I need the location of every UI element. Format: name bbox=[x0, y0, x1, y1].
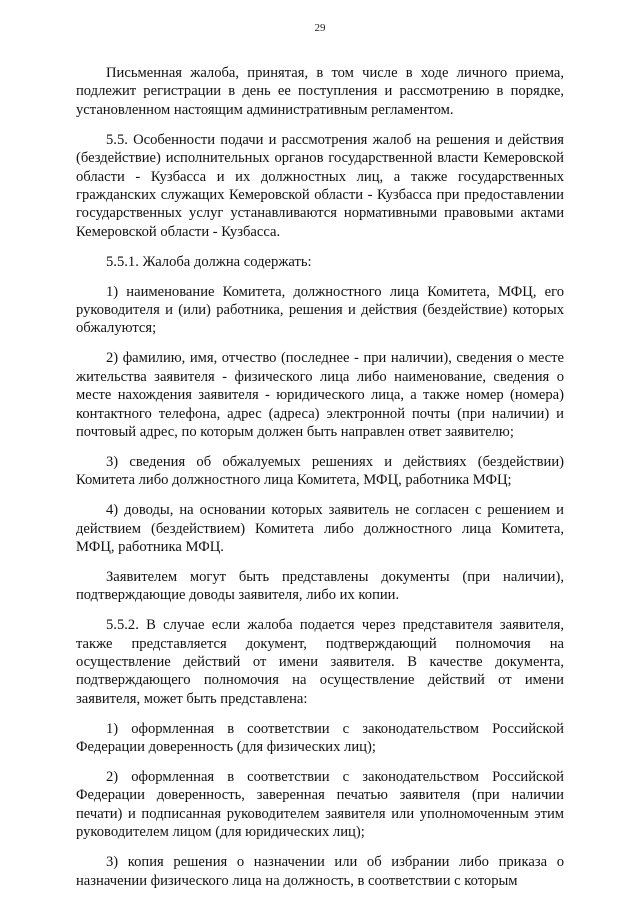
paragraph: 3) копия решения о назначении или об избрании либо приказа о назначении физического лица на должность, в соответствии с которым bbox=[76, 854, 564, 889]
paragraph: 3) сведения об обжалуемых решениях и действиях (бездействии) Комитета либо должностного лица Комитета, МФЦ, работника МФЦ; bbox=[76, 453, 564, 489]
page-number: 29 bbox=[314, 22, 326, 34]
paragraph: 1) оформленная в соответствии с законодательством Российской Федерации доверенность (для физических лиц); bbox=[76, 720, 564, 756]
paragraph: Заявителем могут быть представлены документы (при наличии), подтверждающие доводы заявителя, либо их копии. bbox=[76, 568, 564, 604]
paragraph: 4) доводы, на основании которых заявитель не согласен с решением и действием (бездействием) Комитета либо должностного лица Комитета, МФЦ, работника МФЦ. bbox=[76, 502, 564, 555]
document-body bbox=[76, 64, 564, 901]
paragraph: 2) фамилию, имя, отчество (последнее - при наличии), сведения о месте жительства заявителя - физического лица либо наименование, сведения о месте нахождения заявителя - юридического лица, а также номер (номера) контактного телефона, адрес (адреса) электронной почты (при наличии) и почтовый адрес, по которым должен быть направлен ответ заявителю; bbox=[76, 350, 564, 440]
paragraph: 2) оформленная в соответствии с законодательством Российской Федерации доверенность, заверенная печатью заявителя (при наличии печати) и подписанная руководителем заявителя или уполномоченным этим руководителем лицом (для юридических лиц); bbox=[76, 769, 564, 841]
paragraph: Письменная жалоба, принятая, в том числе в ходе личного приема, подлежит регистрации в день ее поступления и рассмотрению в порядке, установленном настоящим административным регламентом. bbox=[76, 65, 564, 118]
paragraph: 5.5.1. Жалоба должна содержать: bbox=[106, 253, 312, 270]
paragraph: 5.5. Особенности подачи и рассмотрения жалоб на решения и действия (бездействие) исполнительных органов государственной власти Кемеровской области - Кузбасса и их должностных лиц, а также государственных гражданских служащих Кемеровской области - Кузбасса при предоставлении государственных услуг устанавливаются нормативными правовыми актами Кемеровской области - Кузбасса. bbox=[76, 131, 564, 240]
paragraph: 1) наименование Комитета, должностного лица Комитета, МФЦ, его руководителя и (или) работника, решения и действия (бездействие) которых обжалуются; bbox=[76, 283, 564, 337]
paragraph: 5.5.2. В случае если жалоба подается через представителя заявителя, также представляется документ, подтверждающий полномочия на осуществление действий от имени заявителя. В качестве документа, подтверждающего полномочия на осуществление действий от имени заявителя, может быть представлена: bbox=[76, 617, 564, 707]
